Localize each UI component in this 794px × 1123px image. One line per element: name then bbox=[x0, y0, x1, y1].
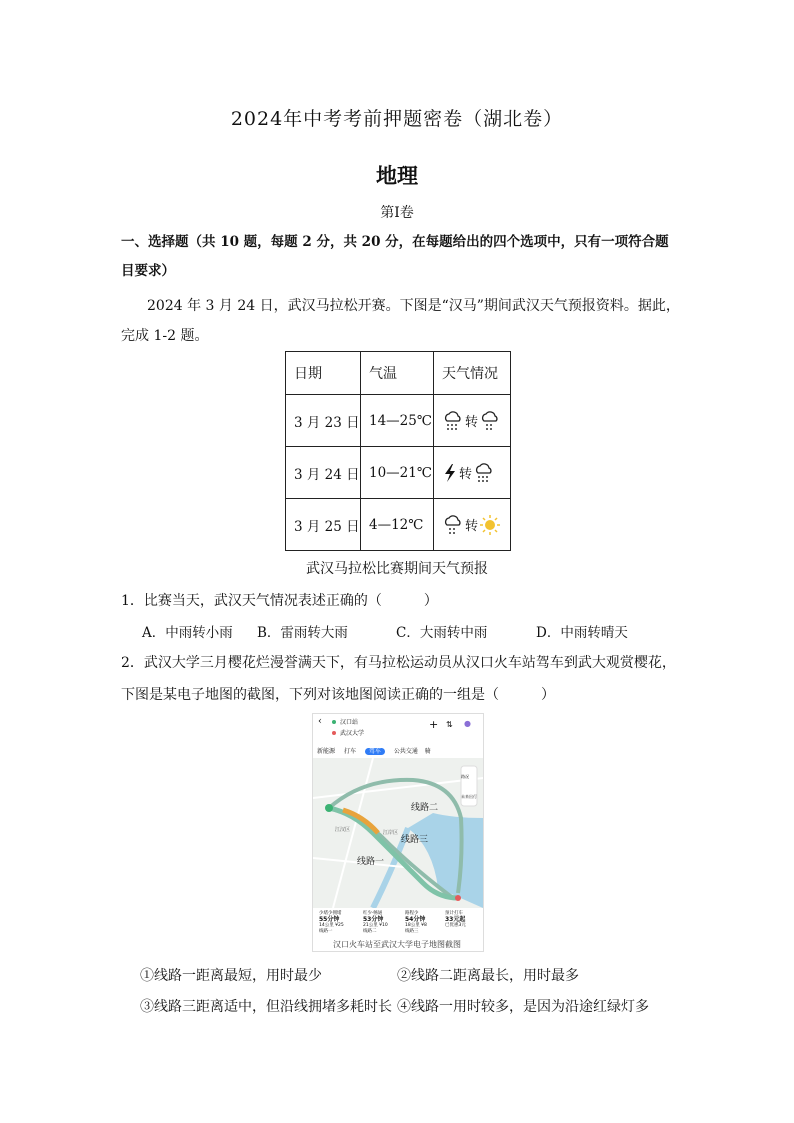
section-heading bbox=[121, 228, 681, 286]
route-info: 已优惠3元 bbox=[445, 923, 466, 928]
tab-bike[interactable]: 骑 bbox=[424, 748, 431, 755]
volume-label: 第Ⅰ卷 bbox=[380, 205, 414, 221]
route-label-one: 线路一 bbox=[357, 857, 385, 867]
row-weather bbox=[434, 447, 511, 499]
header-weather: 天气情况 bbox=[434, 352, 511, 395]
table-row bbox=[286, 499, 511, 551]
row-date: 3 月 25 日 bbox=[286, 499, 361, 551]
row-date: 3 月 24 日 bbox=[286, 447, 361, 499]
table-row bbox=[286, 447, 511, 499]
route-time: 54分钟 bbox=[405, 916, 426, 923]
route-tag: 预计打车 bbox=[445, 911, 463, 916]
future-travel-toggle[interactable]: 未来出行 bbox=[461, 794, 477, 799]
section-heading-line1: 一、选择题（共 10 题，每题 2 分，共 20 分，在每题给出的四个选项中，只有一项符合题 bbox=[121, 234, 669, 250]
route-map bbox=[312, 713, 484, 952]
q1-option-d: D．中雨转晴天 bbox=[536, 625, 628, 641]
map-to[interactable]: 武汉大学 bbox=[340, 730, 365, 737]
route-info: 14公里 ¥25 bbox=[319, 923, 344, 928]
tab-taxi[interactable]: 打车 bbox=[343, 748, 356, 755]
heavy-rain-icon bbox=[473, 462, 495, 484]
map-from[interactable]: 汉口站 bbox=[340, 719, 359, 726]
moderate-rain-icon bbox=[442, 514, 464, 536]
weather-connector: 转 bbox=[465, 519, 479, 534]
map-header bbox=[313, 714, 483, 759]
route-name: 线路一 bbox=[319, 929, 333, 934]
map-controls-panel bbox=[461, 766, 477, 806]
moderate-rain-icon bbox=[479, 410, 501, 432]
traffic-toggle[interactable]: 路况 bbox=[461, 774, 469, 779]
route-label-three: 线路三 bbox=[401, 835, 429, 845]
question-2-stem-line1: 2．武汉大学三月樱花烂漫誉满天下，有马拉松运动员从汉口火车站驾车到武大观赏樱花， bbox=[121, 655, 676, 671]
route-tag: 红少·畅通 bbox=[363, 911, 383, 916]
header-date: 日期 bbox=[286, 352, 361, 395]
statement-4: ④线路一用时较多，是因为沿途红绿灯多 bbox=[397, 999, 649, 1015]
route-card-three[interactable] bbox=[405, 911, 441, 935]
tab-drive[interactable]: 驾车 bbox=[365, 748, 385, 755]
voice-icon[interactable]: ● bbox=[464, 719, 471, 728]
table-row bbox=[286, 395, 511, 447]
map-caption: 汉口火车站至武汉大学电子地图截图 bbox=[333, 940, 461, 949]
row-date: 3 月 23 日 bbox=[286, 395, 361, 447]
row-temp: 4—12℃ bbox=[361, 499, 434, 551]
q1-option-c: C．大雨转中雨 bbox=[396, 625, 488, 641]
statement-3: ③线路三距离适中，但沿线拥堵多耗时长 bbox=[140, 999, 392, 1015]
back-icon[interactable]: ‹ bbox=[318, 716, 322, 727]
route-label-two: 线路二 bbox=[411, 803, 439, 813]
district-jiangan: 江岸区 bbox=[383, 830, 399, 836]
row-weather bbox=[434, 499, 511, 551]
route-name: 线路三 bbox=[405, 929, 419, 934]
table-caption: 武汉马拉松比赛期间天气预报 bbox=[306, 561, 488, 577]
intro-line2: 完成 1-2 题。 bbox=[121, 328, 209, 344]
route-time: 55分钟 bbox=[319, 916, 340, 923]
end-marker bbox=[455, 895, 461, 901]
route-tag: 少堵少拥堵 bbox=[319, 911, 342, 916]
route-tag: 路程少 bbox=[405, 911, 419, 916]
district-jianghan: 江汉区 bbox=[335, 827, 351, 833]
route-info: 21公里 ¥10 bbox=[363, 923, 388, 928]
swap-icon[interactable]: ⇅ bbox=[446, 720, 453, 729]
question-2-stem-line2: 下图是某电子地图的截图，下列对该地图阅读正确的一组是（ ） bbox=[121, 687, 555, 703]
sunny-icon bbox=[479, 514, 501, 536]
q1-option-b: B．雷雨转大雨 bbox=[257, 625, 348, 641]
tab-new-energy[interactable]: 新能源 bbox=[317, 748, 336, 755]
row-temp: 14—25℃ bbox=[361, 395, 434, 447]
weather-connector: 转 bbox=[459, 467, 473, 482]
add-icon[interactable]: + bbox=[429, 718, 439, 731]
route-card-taxi[interactable] bbox=[445, 911, 481, 929]
route-time: 33元起 bbox=[445, 916, 466, 923]
question-1-stem: 1．比赛当天，武汉天气情况表述正确的（ ） bbox=[121, 593, 438, 609]
intro-line1: 2024 年 3 月 24 日，武汉马拉松开赛。下图是“汉马”期间武汉天气预报资料。据此， bbox=[147, 298, 680, 314]
row-weather bbox=[434, 395, 511, 447]
statement-2: ②线路二距离最长，用时最多 bbox=[397, 968, 579, 984]
weather-table bbox=[285, 351, 511, 551]
table-header-row bbox=[286, 352, 511, 395]
heavy-rain-icon bbox=[442, 410, 464, 432]
route-card-two[interactable] bbox=[363, 911, 401, 935]
statement-1: ①线路一距离最短，用时最少 bbox=[140, 968, 322, 984]
q1-option-a: A．中雨转小雨 bbox=[142, 625, 233, 641]
route-info: 18公里 ¥8 bbox=[405, 923, 427, 928]
header-temp: 气温 bbox=[361, 352, 434, 395]
route-time: 53分钟 bbox=[363, 916, 384, 923]
tab-transit[interactable]: 公共交通 bbox=[393, 748, 418, 755]
start-dot-icon bbox=[332, 720, 336, 724]
route-name: 线路二 bbox=[363, 929, 377, 934]
end-dot-icon bbox=[332, 731, 336, 735]
thunder-icon bbox=[442, 462, 458, 484]
row-temp: 10—21℃ bbox=[361, 447, 434, 499]
weather-connector: 转 bbox=[465, 415, 479, 430]
start-marker bbox=[325, 804, 333, 812]
exam-title: 2024年中考考前押题密卷（湖北卷） bbox=[230, 108, 564, 130]
subject-title: 地理 bbox=[376, 163, 418, 188]
route-card-one[interactable] bbox=[319, 911, 357, 935]
section-heading-line2: 目要求） bbox=[121, 263, 175, 279]
